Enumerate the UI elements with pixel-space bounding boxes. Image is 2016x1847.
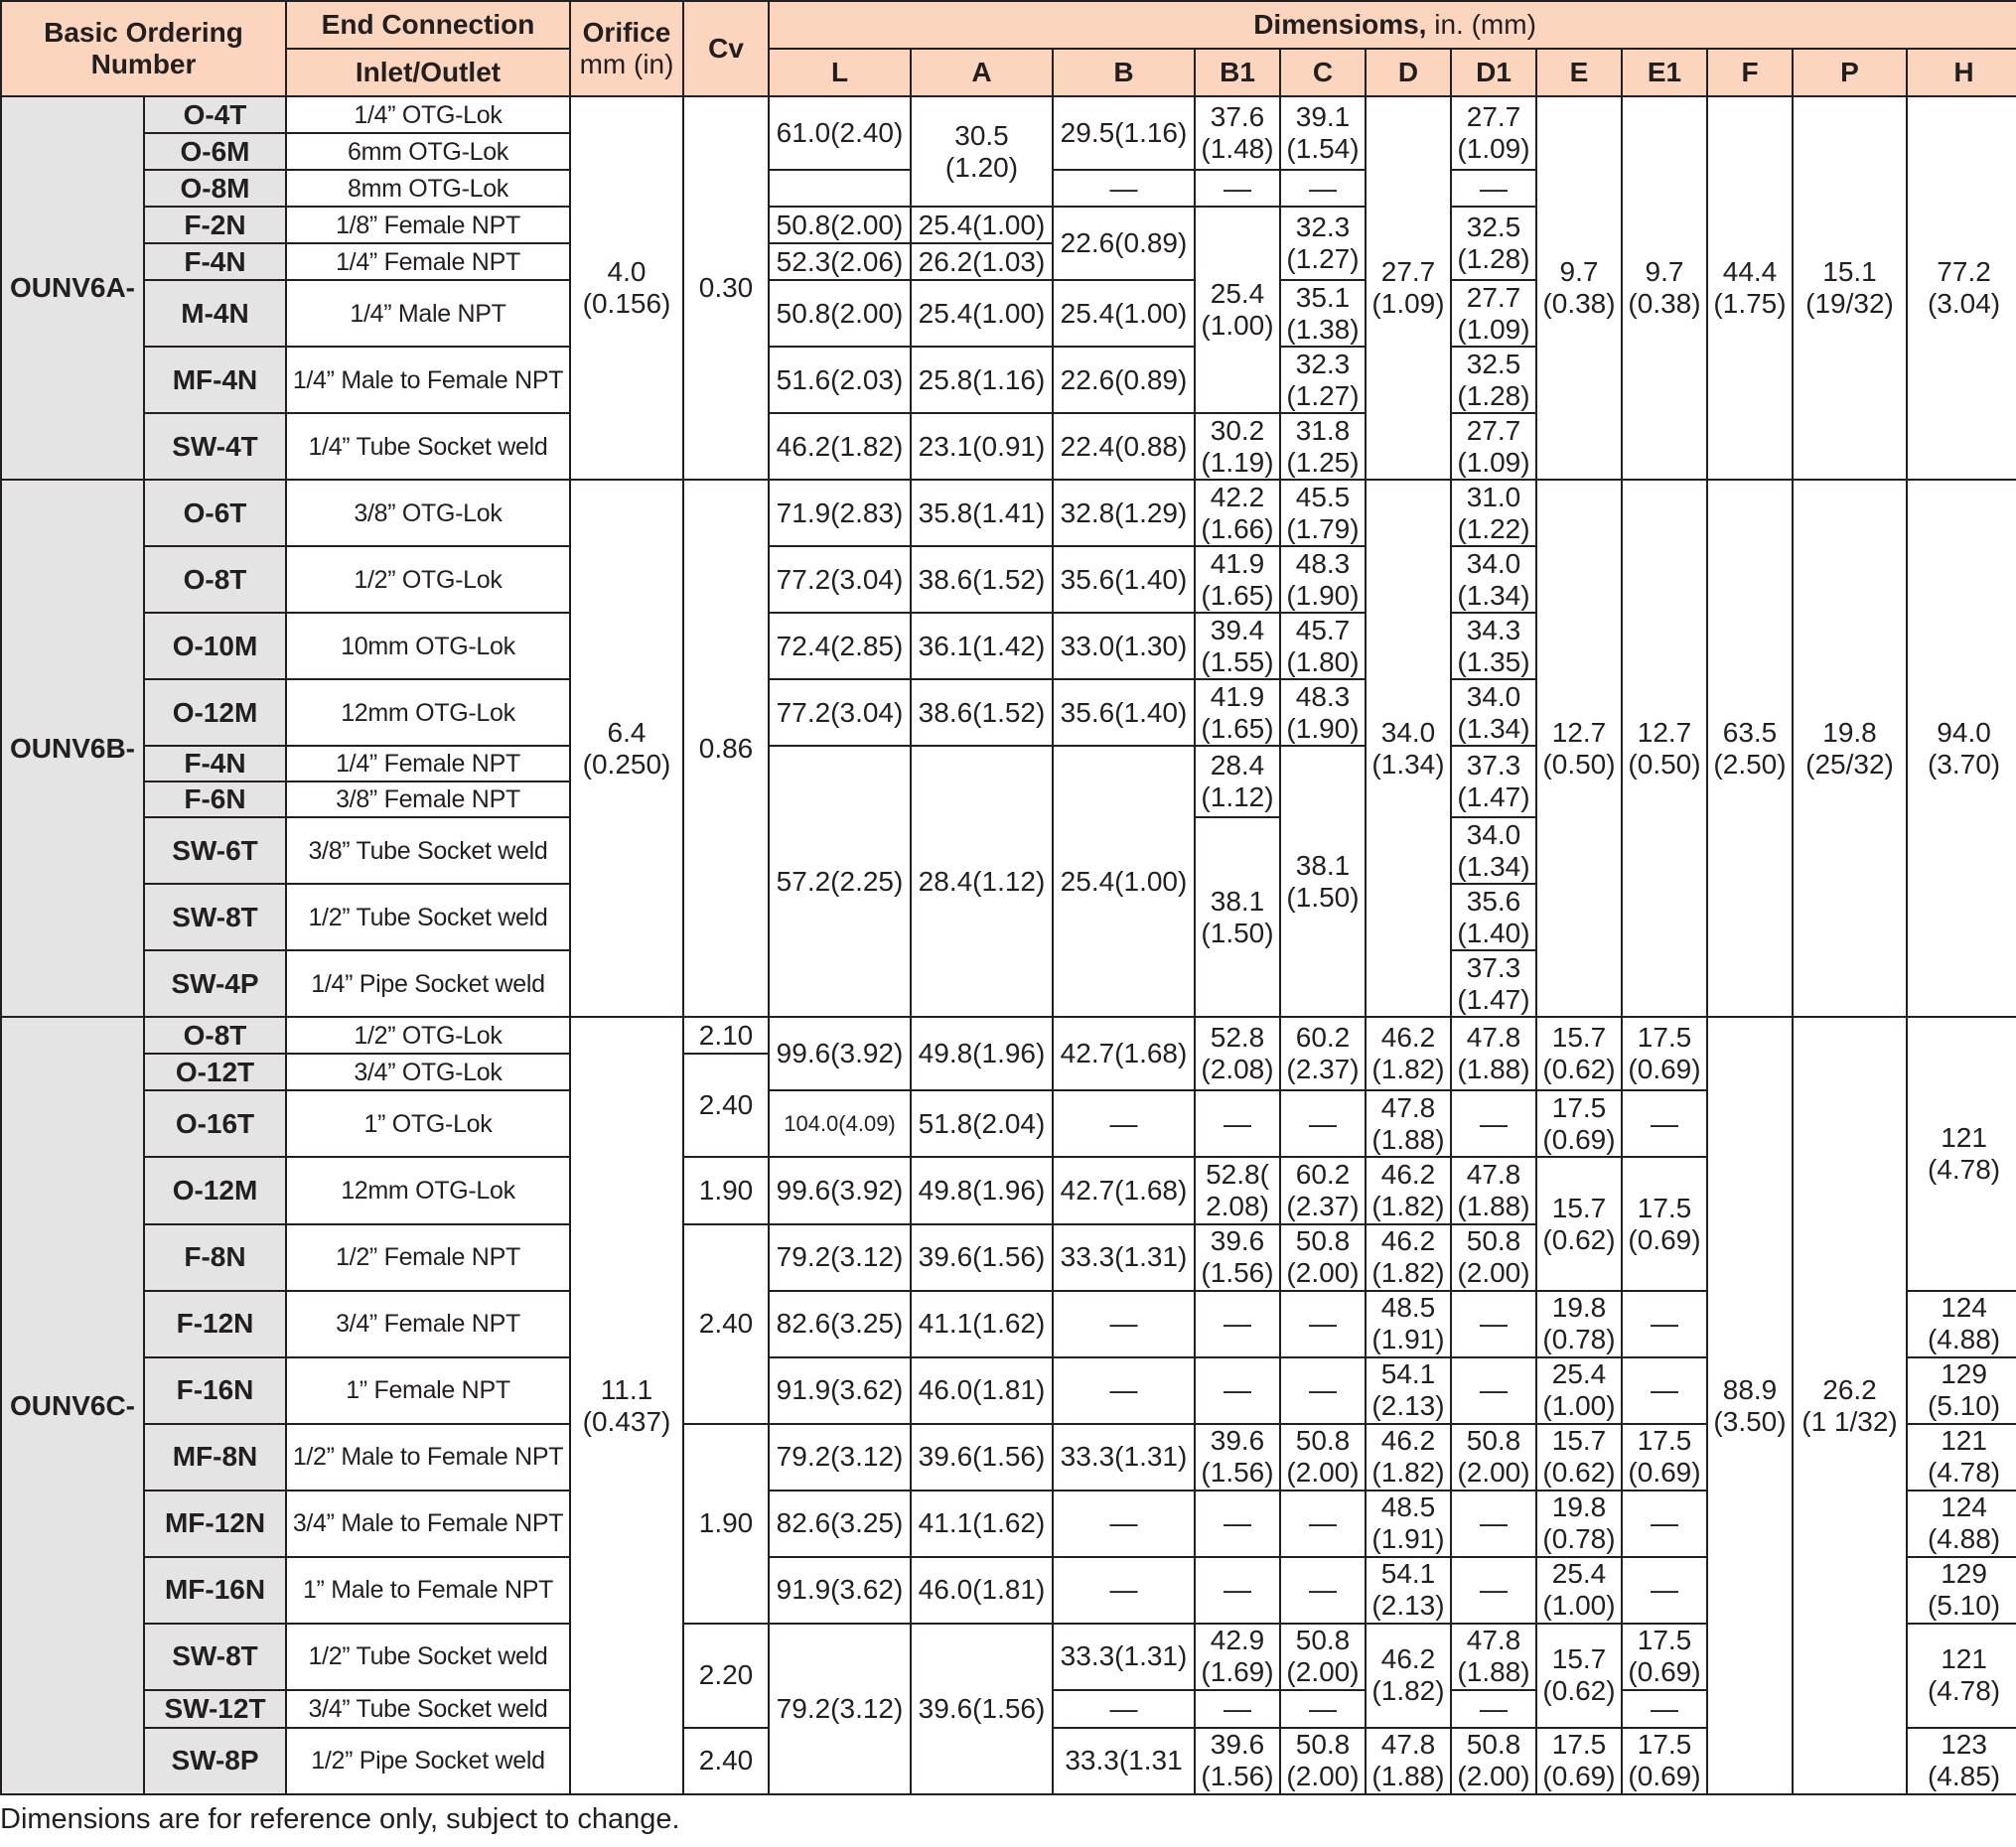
dim-b: 22.6(0.89) [1053, 347, 1195, 413]
ordering-code: O-6T [144, 480, 286, 546]
dim-p: 15.1 (19/32) [1793, 96, 1907, 480]
dim-l [769, 170, 911, 207]
header-col-f: F [1707, 49, 1793, 96]
dim-e: 9.7 (0.38) [1536, 96, 1622, 480]
dim-c: 60.2 (2.37) [1280, 1157, 1366, 1223]
header-col-b1: B1 [1195, 49, 1280, 96]
dim-e: 15.7 (0.62) [1536, 1157, 1622, 1290]
dim-a: 25.4(1.00) [911, 280, 1053, 347]
dim-l: 91.9(3.62) [769, 1357, 911, 1424]
dim-l: 99.6(3.92) [769, 1017, 911, 1090]
dim-d1: 37.3 (1.47) [1451, 746, 1536, 817]
ordering-code: F-4N [144, 243, 286, 280]
dim-l: 99.6(3.92) [769, 1157, 911, 1223]
end-connection: 1/4” Tube Socket weld [286, 413, 570, 480]
dim-b1: 28.4 (1.12) [1195, 746, 1280, 817]
dim-e1: — [1622, 1557, 1707, 1624]
header-dimensions-label: Dimensioms, [1253, 9, 1427, 40]
end-connection: 1” Female NPT [286, 1357, 570, 1424]
ordering-code: MF-16N [144, 1557, 286, 1624]
dim-h: 121 (4.78) [1907, 1624, 2016, 1728]
dim-f: 44.4 (1.75) [1707, 96, 1793, 480]
dim-a: 49.8(1.96) [911, 1157, 1053, 1223]
end-connection: 1/4” Female NPT [286, 243, 570, 280]
dim-b1: — [1195, 1357, 1280, 1424]
dim-c: — [1280, 1357, 1366, 1424]
dim-a: 23.1(0.91) [911, 413, 1053, 480]
dim-l: 82.6(3.25) [769, 1491, 911, 1557]
dim-b: — [1053, 170, 1195, 207]
dim-b: 42.7(1.68) [1053, 1157, 1195, 1223]
cv-value: 0.30 [683, 96, 769, 480]
ordering-code: O-8M [144, 170, 286, 207]
end-connection: 1/4” Pipe Socket weld [286, 950, 570, 1017]
header-col-a: A [911, 49, 1053, 96]
cv-value: 2.20 [683, 1624, 769, 1728]
dim-l: 77.2(3.04) [769, 679, 911, 746]
cv-value: 0.86 [683, 480, 769, 1017]
ordering-code: F-6N [144, 781, 286, 817]
end-connection: 1/2” Female NPT [286, 1224, 570, 1291]
dim-b1: 38.1 (1.50) [1195, 817, 1280, 1017]
dim-a: 26.2(1.03) [911, 243, 1053, 280]
dim-l: 61.0(2.40) [769, 96, 911, 170]
dim-d: 46.2 (1.82) [1366, 1424, 1451, 1491]
dim-a: 28.4(1.12) [911, 746, 1053, 1017]
dim-d1: 31.0 (1.22) [1451, 480, 1536, 546]
dim-p: 19.8 (25/32) [1793, 480, 1907, 1017]
dim-d1: 34.0 (1.34) [1451, 546, 1536, 613]
dim-b: 33.3(1.31) [1053, 1224, 1195, 1291]
end-connection: 10mm OTG-Lok [286, 613, 570, 679]
dim-c: — [1280, 170, 1366, 207]
dim-c: — [1280, 1291, 1366, 1357]
cv-value: 2.40 [683, 1054, 769, 1157]
dim-d: 48.5 (1.91) [1366, 1491, 1451, 1557]
end-connection: 3/4” Male to Female NPT [286, 1491, 570, 1557]
end-connection: 12mm OTG-Lok [286, 1157, 570, 1223]
dim-a: 39.6(1.56) [911, 1624, 1053, 1794]
dim-b1: — [1195, 1090, 1280, 1157]
dim-e1: 12.7 (0.50) [1622, 480, 1707, 1017]
header-dimensions [769, 1, 2016, 49]
dim-e: 15.7 (0.62) [1536, 1424, 1622, 1491]
dim-d1: 50.8 (2.00) [1451, 1224, 1536, 1291]
header-orifice-unit: mm (in) [579, 49, 674, 79]
dim-l: 51.6(2.03) [769, 347, 911, 413]
dim-e: 25.4 (1.00) [1536, 1557, 1622, 1624]
dim-a: 36.1(1.42) [911, 613, 1053, 679]
end-connection: 3/8” Tube Socket weld [286, 817, 570, 884]
end-connection: 3/4” OTG-Lok [286, 1054, 570, 1090]
dim-a: 25.4(1.00) [911, 207, 1053, 243]
cv-value: 1.90 [683, 1424, 769, 1624]
orifice-value: 6.4 (0.250) [570, 480, 683, 1017]
header-col-l: L [769, 49, 911, 96]
dim-b1: — [1195, 170, 1280, 207]
dim-b: — [1053, 1357, 1195, 1424]
dim-h: 123 (4.85) [1907, 1728, 2016, 1794]
dim-c: — [1280, 1690, 1366, 1728]
ordering-code: MF-4N [144, 347, 286, 413]
ordering-code: MF-12N [144, 1491, 286, 1557]
dim-l: 71.9(2.83) [769, 480, 911, 546]
ordering-code: O-12T [144, 1054, 286, 1090]
series-name: OUNV6B- [1, 480, 144, 1017]
dim-h: 124 (4.88) [1907, 1291, 2016, 1357]
dim-b1: 41.9 (1.65) [1195, 546, 1280, 613]
ordering-code: O-8T [144, 1017, 286, 1054]
dim-l: 79.2(3.12) [769, 1624, 911, 1794]
dim-b: 22.6(0.89) [1053, 207, 1195, 280]
dim-l: 77.2(3.04) [769, 546, 911, 613]
header-orifice [570, 1, 683, 96]
dim-c: 32.3 (1.27) [1280, 207, 1366, 280]
dim-d1: — [1451, 1291, 1536, 1357]
header-col-e1: E1 [1622, 49, 1707, 96]
dim-d1: 32.5 (1.28) [1451, 207, 1536, 280]
dim-d1: 50.8 (2.00) [1451, 1424, 1536, 1491]
dim-e: 15.7 (0.62) [1536, 1624, 1622, 1728]
header-col-p: P [1793, 49, 1907, 96]
dim-l: 46.2(1.82) [769, 413, 911, 480]
dim-d1: 27.7 (1.09) [1451, 280, 1536, 347]
dim-e: 17.5 (0.69) [1536, 1090, 1622, 1157]
dim-c: — [1280, 1090, 1366, 1157]
dim-d1: 27.7 (1.09) [1451, 413, 1536, 480]
dim-c: 48.3 (1.90) [1280, 679, 1366, 746]
header-col-d: D [1366, 49, 1451, 96]
dim-b: 42.7(1.68) [1053, 1017, 1195, 1090]
dim-b1: 39.6 (1.56) [1195, 1224, 1280, 1291]
dim-c: 45.5 (1.79) [1280, 480, 1366, 546]
end-connection: 3/4” Female NPT [286, 1291, 570, 1357]
end-connection: 12mm OTG-Lok [286, 679, 570, 746]
dim-b1: 25.4 (1.00) [1195, 207, 1280, 413]
dim-a: 46.0(1.81) [911, 1357, 1053, 1424]
end-connection: 1/2” Tube Socket weld [286, 884, 570, 950]
end-connection: 3/8” OTG-Lok [286, 480, 570, 546]
dim-d1: 34.0 (1.34) [1451, 679, 1536, 746]
dim-a: 30.5 (1.20) [911, 96, 1053, 207]
dim-c: 48.3 (1.90) [1280, 546, 1366, 613]
dim-d1: 47.8 (1.88) [1451, 1624, 1536, 1690]
dim-c: 39.1 (1.54) [1280, 96, 1366, 170]
dim-a: 38.6(1.52) [911, 546, 1053, 613]
dim-c: 60.2 (2.37) [1280, 1017, 1366, 1090]
dim-d: 54.1 (2.13) [1366, 1357, 1451, 1424]
end-connection: 8mm OTG-Lok [286, 170, 570, 207]
dim-b1: 39.4 (1.55) [1195, 613, 1280, 679]
dim-e: 25.4 (1.00) [1536, 1357, 1622, 1424]
dim-d: 47.8 (1.88) [1366, 1728, 1451, 1794]
dim-d1: 34.3 (1.35) [1451, 613, 1536, 679]
table-row [1, 1017, 2016, 1054]
dim-e1: — [1622, 1090, 1707, 1157]
dim-l: 79.2(3.12) [769, 1224, 911, 1291]
dim-l: 82.6(3.25) [769, 1291, 911, 1357]
dim-b: 25.4(1.00) [1053, 746, 1195, 1017]
ordering-code: O-6M [144, 133, 286, 170]
dim-a: 49.8(1.96) [911, 1017, 1053, 1090]
dim-c: — [1280, 1557, 1366, 1624]
end-connection: 1/2” Pipe Socket weld [286, 1728, 570, 1794]
dim-e: 12.7 (0.50) [1536, 480, 1622, 1017]
dim-b1: 52.8( 2.08) [1195, 1157, 1280, 1223]
dim-e1: 17.5 (0.69) [1622, 1728, 1707, 1794]
dim-c: 38.1 (1.50) [1280, 746, 1366, 1017]
ordering-code: SW-4T [144, 413, 286, 480]
dim-d1: — [1451, 1690, 1536, 1728]
dim-b: 25.4(1.00) [1053, 280, 1195, 347]
orifice-value: 11.1 (0.437) [570, 1017, 683, 1794]
dim-e1: 17.5 (0.69) [1622, 1624, 1707, 1690]
dim-c: 50.8 (2.00) [1280, 1224, 1366, 1291]
dim-d: 27.7 (1.09) [1366, 96, 1451, 480]
dim-e1: — [1622, 1357, 1707, 1424]
dim-b1: 39.6 (1.56) [1195, 1728, 1280, 1794]
dim-e1: 9.7 (0.38) [1622, 96, 1707, 480]
ordering-code: F-16N [144, 1357, 286, 1424]
dim-b: — [1053, 1090, 1195, 1157]
cv-value: 2.10 [683, 1017, 769, 1054]
header-inlet-outlet: Inlet/Outlet [286, 49, 570, 96]
header-col-e: E [1536, 49, 1622, 96]
dim-b1: — [1195, 1690, 1280, 1728]
dim-b: 33.3(1.31) [1053, 1624, 1195, 1690]
dim-b: — [1053, 1291, 1195, 1357]
dim-b1: 30.2 (1.19) [1195, 413, 1280, 480]
end-connection: 3/8” Female NPT [286, 781, 570, 817]
dim-d1: 27.7 (1.09) [1451, 96, 1536, 170]
dim-e1: 17.5 (0.69) [1622, 1424, 1707, 1491]
dim-d1: 47.8 (1.88) [1451, 1017, 1536, 1090]
header-col-c: C [1280, 49, 1366, 96]
ordering-code: SW-4P [144, 950, 286, 1017]
ordering-code: O-16T [144, 1090, 286, 1157]
cv-value: 2.40 [683, 1224, 769, 1424]
dim-c: 35.1 (1.38) [1280, 280, 1366, 347]
dim-a: 46.0(1.81) [911, 1557, 1053, 1624]
end-connection: 6mm OTG-Lok [286, 133, 570, 170]
dim-e1: 17.5 (0.69) [1622, 1157, 1707, 1290]
dim-h: 124 (4.88) [1907, 1491, 2016, 1557]
dim-b: 35.6(1.40) [1053, 546, 1195, 613]
dim-e: 15.7 (0.62) [1536, 1017, 1622, 1090]
dim-a: 41.1(1.62) [911, 1291, 1053, 1357]
table-row [1, 96, 2016, 133]
ordering-code: SW-8T [144, 1624, 286, 1690]
end-connection: 1/4” Male NPT [286, 280, 570, 347]
dim-b: 33.3(1.31) [1053, 1424, 1195, 1491]
header-basic-ordering-number: Basic Ordering Number [1, 1, 286, 96]
dim-e1: 17.5 (0.69) [1622, 1017, 1707, 1090]
dim-e1: — [1622, 1690, 1707, 1728]
dim-d1: — [1451, 1090, 1536, 1157]
dim-d: 46.2 (1.82) [1366, 1017, 1451, 1090]
dim-d1: — [1451, 1357, 1536, 1424]
ordering-code: F-12N [144, 1291, 286, 1357]
dim-h: 129 (5.10) [1907, 1557, 2016, 1624]
dim-c: 50.8 (2.00) [1280, 1624, 1366, 1690]
dim-h: 129 (5.10) [1907, 1357, 2016, 1424]
dim-e: 19.8 (0.78) [1536, 1291, 1622, 1357]
dim-b1: 42.2 (1.66) [1195, 480, 1280, 546]
end-connection: 1/4” Male to Female NPT [286, 347, 570, 413]
header-end-connection: End Connection [286, 1, 570, 49]
dim-d1: 35.6 (1.40) [1451, 884, 1536, 950]
dim-h: 121 (4.78) [1907, 1424, 2016, 1491]
dim-c: 45.7 (1.80) [1280, 613, 1366, 679]
dim-b1: 39.6 (1.56) [1195, 1424, 1280, 1491]
dim-a: 25.8(1.16) [911, 347, 1053, 413]
dim-d1: — [1451, 170, 1536, 207]
dim-b1: 37.6 (1.48) [1195, 96, 1280, 170]
dim-b: 32.8(1.29) [1053, 480, 1195, 546]
dim-h: 94.0 (3.70) [1907, 480, 2016, 1017]
end-connection: 1/2” Tube Socket weld [286, 1624, 570, 1690]
dim-l: 57.2(2.25) [769, 746, 911, 1017]
dim-c: — [1280, 1491, 1366, 1557]
ordering-code: F-8N [144, 1224, 286, 1291]
dim-d: 54.1 (2.13) [1366, 1557, 1451, 1624]
dim-a: 35.8(1.41) [911, 480, 1053, 546]
dim-b: — [1053, 1557, 1195, 1624]
dim-b: 22.4(0.88) [1053, 413, 1195, 480]
end-connection: 1/4” Female NPT [286, 746, 570, 781]
dim-a: 41.1(1.62) [911, 1491, 1053, 1557]
dim-b1: 42.9 (1.69) [1195, 1624, 1280, 1690]
dim-a: 39.6(1.56) [911, 1424, 1053, 1491]
dim-a: 39.6(1.56) [911, 1224, 1053, 1291]
orifice-value: 4.0 (0.156) [570, 96, 683, 480]
end-connection: 1” Male to Female NPT [286, 1557, 570, 1624]
dim-e1: — [1622, 1291, 1707, 1357]
dim-b: 29.5(1.16) [1053, 96, 1195, 170]
end-connection: 1/2” OTG-Lok [286, 546, 570, 613]
dim-d1: 32.5 (1.28) [1451, 347, 1536, 413]
dim-b1: — [1195, 1491, 1280, 1557]
dim-c: 31.8 (1.25) [1280, 413, 1366, 480]
dim-h: 77.2 (3.04) [1907, 96, 2016, 480]
dim-h: 121 (4.78) [1907, 1017, 2016, 1290]
end-connection: 1/2” Male to Female NPT [286, 1424, 570, 1491]
header-col-h: H [1907, 49, 2016, 96]
dim-b: 33.0(1.30) [1053, 613, 1195, 679]
dim-a: 51.8(2.04) [911, 1090, 1053, 1157]
ordering-code: O-8T [144, 546, 286, 613]
dim-l: 72.4(2.85) [769, 613, 911, 679]
ordering-code: SW-8P [144, 1728, 286, 1794]
dim-d1: 34.0 (1.34) [1451, 817, 1536, 884]
reference-note: Dimensions are for reference only, subject to change. [0, 1803, 680, 1835]
ordering-code: M-4N [144, 280, 286, 347]
dim-e: 17.5 (0.69) [1536, 1728, 1622, 1794]
end-connection: 1/8” Female NPT [286, 207, 570, 243]
dim-d1: — [1451, 1491, 1536, 1557]
cv-value: 1.90 [683, 1157, 769, 1223]
cv-value: 2.40 [683, 1728, 769, 1794]
dim-b1: 52.8 (2.08) [1195, 1017, 1280, 1090]
dim-b: — [1053, 1491, 1195, 1557]
series-name: OUNV6C- [1, 1017, 144, 1794]
header-cv: Cv [683, 1, 769, 96]
header-col-d1: D1 [1451, 49, 1536, 96]
ordering-code: F-4N [144, 746, 286, 781]
dim-d: 46.2 (1.82) [1366, 1224, 1451, 1291]
dim-d1: 47.8 (1.88) [1451, 1157, 1536, 1223]
ordering-code: O-4T [144, 96, 286, 133]
ordering-code: O-12M [144, 1157, 286, 1223]
dim-l: 50.8(2.00) [769, 280, 911, 347]
dim-e1: — [1622, 1491, 1707, 1557]
dim-d: 46.2 (1.82) [1366, 1624, 1451, 1728]
ordering-code: SW-6T [144, 817, 286, 884]
end-connection: 1/2” OTG-Lok [286, 1017, 570, 1054]
dim-d: 34.0 (1.34) [1366, 480, 1451, 1017]
end-connection: 1/4” OTG-Lok [286, 96, 570, 133]
header-dimensions-unit: in. (mm) [1426, 9, 1536, 40]
ordering-code: F-2N [144, 207, 286, 243]
dim-d: 46.2 (1.82) [1366, 1157, 1451, 1223]
dim-c: 32.3 (1.27) [1280, 347, 1366, 413]
dim-f: 63.5 (2.50) [1707, 480, 1793, 1017]
header-orifice-label: Orifice [582, 17, 671, 48]
dim-d: 47.8 (1.88) [1366, 1090, 1451, 1157]
end-connection: 1” OTG-Lok [286, 1090, 570, 1157]
dim-b1: — [1195, 1291, 1280, 1357]
dim-c: 50.8 (2.00) [1280, 1728, 1366, 1794]
dim-b1: — [1195, 1557, 1280, 1624]
end-connection: 3/4” Tube Socket weld [286, 1690, 570, 1728]
dim-p: 26.2 (1 1/32) [1793, 1017, 1907, 1794]
header-col-b: B [1053, 49, 1195, 96]
dim-l: 104.0(4.09) [769, 1090, 911, 1157]
dim-l: 50.8(2.00) [769, 207, 911, 243]
dim-b1: 41.9 (1.65) [1195, 679, 1280, 746]
dim-d1: — [1451, 1557, 1536, 1624]
ordering-code: SW-12T [144, 1690, 286, 1728]
dim-l: 91.9(3.62) [769, 1557, 911, 1624]
dim-b: — [1053, 1690, 1195, 1728]
dim-l: 52.3(2.06) [769, 243, 911, 280]
dim-c: 50.8 (2.00) [1280, 1424, 1366, 1491]
table-row [1, 480, 2016, 546]
series-name: OUNV6A- [1, 96, 144, 480]
dim-e: 19.8 (0.78) [1536, 1491, 1622, 1557]
ordering-code: O-12M [144, 679, 286, 746]
ordering-code: O-10M [144, 613, 286, 679]
ordering-code: SW-8T [144, 884, 286, 950]
dim-d1: 50.8 (2.00) [1451, 1728, 1536, 1794]
dim-f: 88.9 (3.50) [1707, 1017, 1793, 1794]
ordering-code: MF-8N [144, 1424, 286, 1491]
dim-l: 79.2(3.12) [769, 1424, 911, 1491]
dim-b: 35.6(1.40) [1053, 679, 1195, 746]
dim-d1: 37.3 (1.47) [1451, 950, 1536, 1017]
dim-d: 48.5 (1.91) [1366, 1291, 1451, 1357]
dim-b: 33.3(1.31 [1053, 1728, 1195, 1794]
dim-a: 38.6(1.52) [911, 679, 1053, 746]
